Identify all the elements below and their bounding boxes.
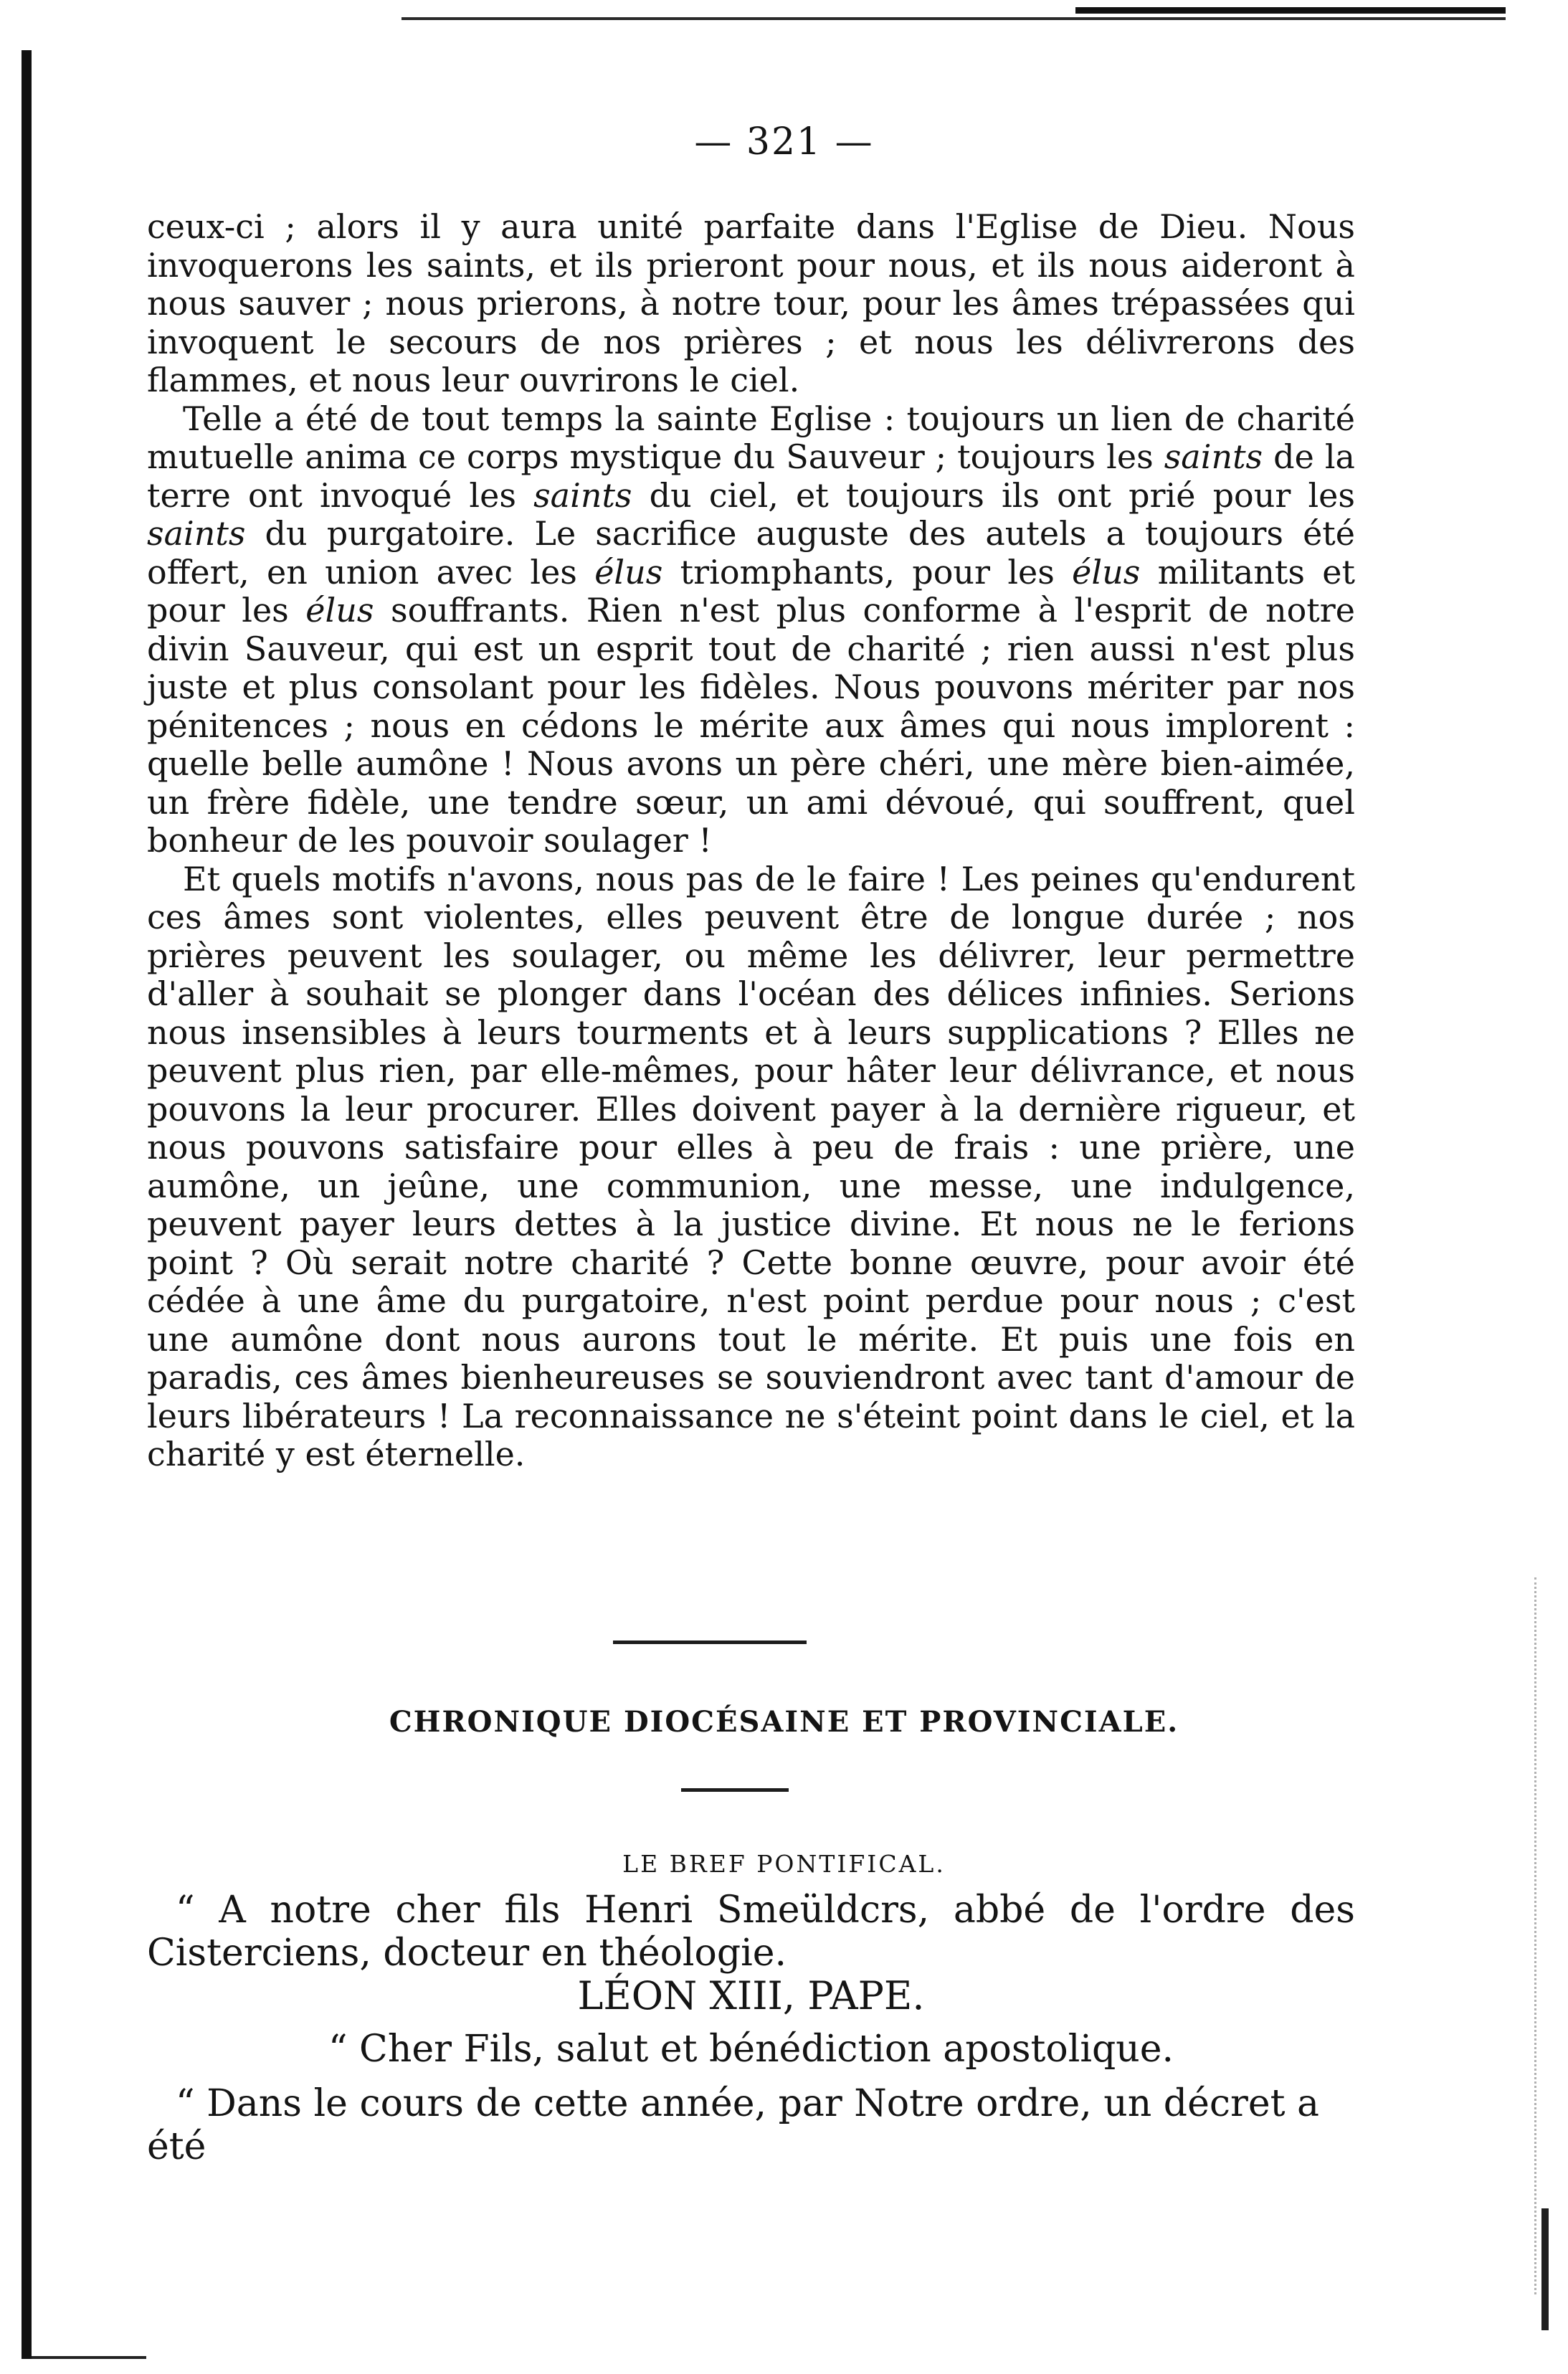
italic-elus: élus <box>594 552 663 592</box>
letter-pope: LÉON XIII, PAPE. <box>577 1973 925 2018</box>
scan-binding-edge <box>22 50 32 2359</box>
section-title: CHRONIQUE DIOCÉSAINE ET PROVINCIALE. <box>389 1705 1179 1739</box>
italic-elus: élus <box>1072 552 1141 592</box>
letter-address: “ A notre cher fils Henri Smeüldcrs, abbé de l'ordre des Cisterciens, docteur en théologie. <box>147 1889 1355 1975</box>
section-divider <box>613 1641 807 1644</box>
italic-saints: saints <box>1164 437 1263 476</box>
scan-bottom-rule <box>32 2356 146 2359</box>
letter-block <box>147 1889 1355 2168</box>
page-number: — 321 — <box>694 120 874 163</box>
italic-saints: saints <box>533 475 632 515</box>
scan-top-rule <box>401 17 1506 20</box>
italic-elus: élus <box>305 591 374 630</box>
scan-right-mark <box>1541 2208 1549 2330</box>
scan-top-edge <box>1075 7 1506 14</box>
section-divider-short <box>681 1788 789 1792</box>
paragraph-2: Telle a été de tout temps la sainte Eglise : toujours un lien de charité mutuelle anima ce corps mystique du Sauveur ; toujours les saints de la terre ont invoqué les saints du ciel, et toujours ils ont prié pour les saints du purgatoire. Le sacrifice auguste des autels a toujours été offert, en union avec les élus triomphants, pour les élus militants et pour les élus souffrants. Rien n'est plus conforme à l'esprit de notre divin Sauveur, qui est un esprit tout de charité ; rien aussi n'est plus juste et plus consolant pour les fidèles. Nous pouvons mériter par nos pénitences ; nous en cédons le mérite aux âmes qui nous implorent : quelle belle aumône ! Nous avons un père chéri, une mère bien-aimée, un frère fidèle, une tendre sœur, un ami dévoué, qui souffrent, quel bonheur de les pouvoir soulager ! <box>147 399 1356 860</box>
letter-salutation: “ Cher Fils, salut et bénédiction apostolique. <box>328 2028 1174 2071</box>
paragraph-3: Et quels motifs n'avons, nous pas de le faire ! Les peines qu'endurent ces âmes sont violentes, elles peuvent être de longue durée ; nos prières peuvent les soulager, ou même les délivrer, leur permettre d'aller à souhait se plonger dans l'océan des délices infinies. Serions nous insensibles à leurs tourments et à leurs supplications ? Elles ne peuvent plus rien, par elle-mêmes, pour hâter leur délivrance, et nous pouvons la leur procurer. Elles doivent payer à la dernière rigueur, et nous pouvons satisfaire pour elles à peu de frais : une prière, une aumône, un jeûne, une communion, une messe, une indulgence, peuvent payer leurs dettes à la justice divine. Et nous ne le ferions point ? Où serait notre charité ? Cette bonne œuvre, pour avoir été cédée à une âme du purgatoire, n'est point perdue pour nous ; c'est une aumône dont nous aurons tout le mérite. Et puis une fois en paradis, ces âmes bienheureuses se souviendront avec tant d'amour de leurs libérateurs ! La reconnaissance ne s'éteint point dans le ciel, et la charité y est éternelle. <box>147 859 1355 1473</box>
scan-right-specks <box>1534 1577 1558 2294</box>
letter-decree: “ Dans le cours de cette année, par Notre ordre, un décret a été <box>147 2082 1320 2168</box>
italic-saints: saints <box>147 514 246 553</box>
subheading: LE BREF PONTIFICAL. <box>622 1850 946 1878</box>
paragraph-1: ceux-ci ; alors il y aura unité parfaite dans l'Eglise de Dieu. Nous invoquerons les saints, et ils prieront pour nous, et ils nous aideront à nous sauver ; nous prierons, à notre tour, pour les âmes trépassées qui invoquent le secours de nos prières ; et nous les délivrerons des flammes, et nous leur ouvrirons le ciel. <box>147 207 1355 399</box>
main-text <box>147 208 1355 1474</box>
